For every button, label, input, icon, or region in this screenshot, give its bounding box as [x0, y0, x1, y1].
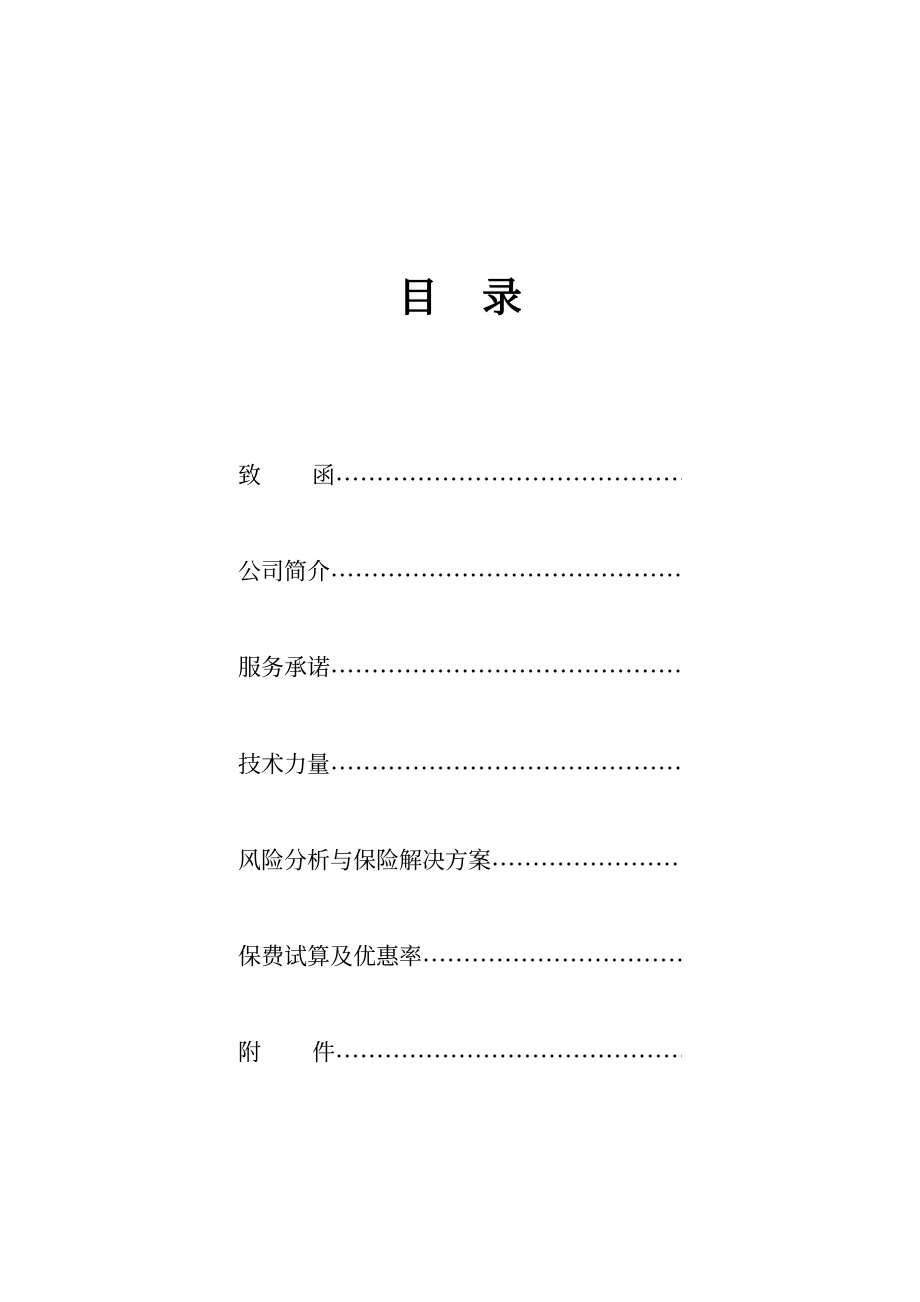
page-title-char-2: 录: [482, 274, 522, 321]
page-title: [0, 266, 920, 322]
toc-dot-leader: [491, 862, 682, 866]
toc-dot-leader: [330, 573, 682, 577]
toc-entry-label: 服务承诺: [238, 654, 330, 681]
toc-entry-label: 致 函: [238, 462, 335, 489]
toc-entry-technical-strength[interactable]: [238, 745, 682, 779]
toc-dot-leader: [335, 477, 682, 481]
toc-dot-leader: [335, 1054, 682, 1058]
toc-entry-attachments[interactable]: [238, 1033, 682, 1067]
toc-dot-leader: [330, 766, 682, 770]
toc-entry-label: 技术力量: [238, 751, 330, 778]
toc-entry-company-profile[interactable]: [238, 552, 682, 586]
toc-dot-leader: [330, 669, 682, 673]
toc-entry-label: 风险分析与保险解决方案: [238, 847, 491, 874]
toc-entry-premium-calculation[interactable]: [238, 937, 682, 971]
toc-entry-label: 公司简介: [238, 558, 330, 585]
toc-entry-label: 保费试算及优惠率: [238, 943, 422, 970]
page-title-char-1: 目: [398, 274, 438, 321]
toc-entry-label: 附 件: [238, 1039, 335, 1066]
toc-entry-letter[interactable]: [238, 456, 682, 490]
toc-dot-leader: [422, 958, 682, 962]
toc-entry-risk-analysis[interactable]: [238, 841, 682, 875]
toc-entry-service-commitment[interactable]: [238, 648, 682, 682]
